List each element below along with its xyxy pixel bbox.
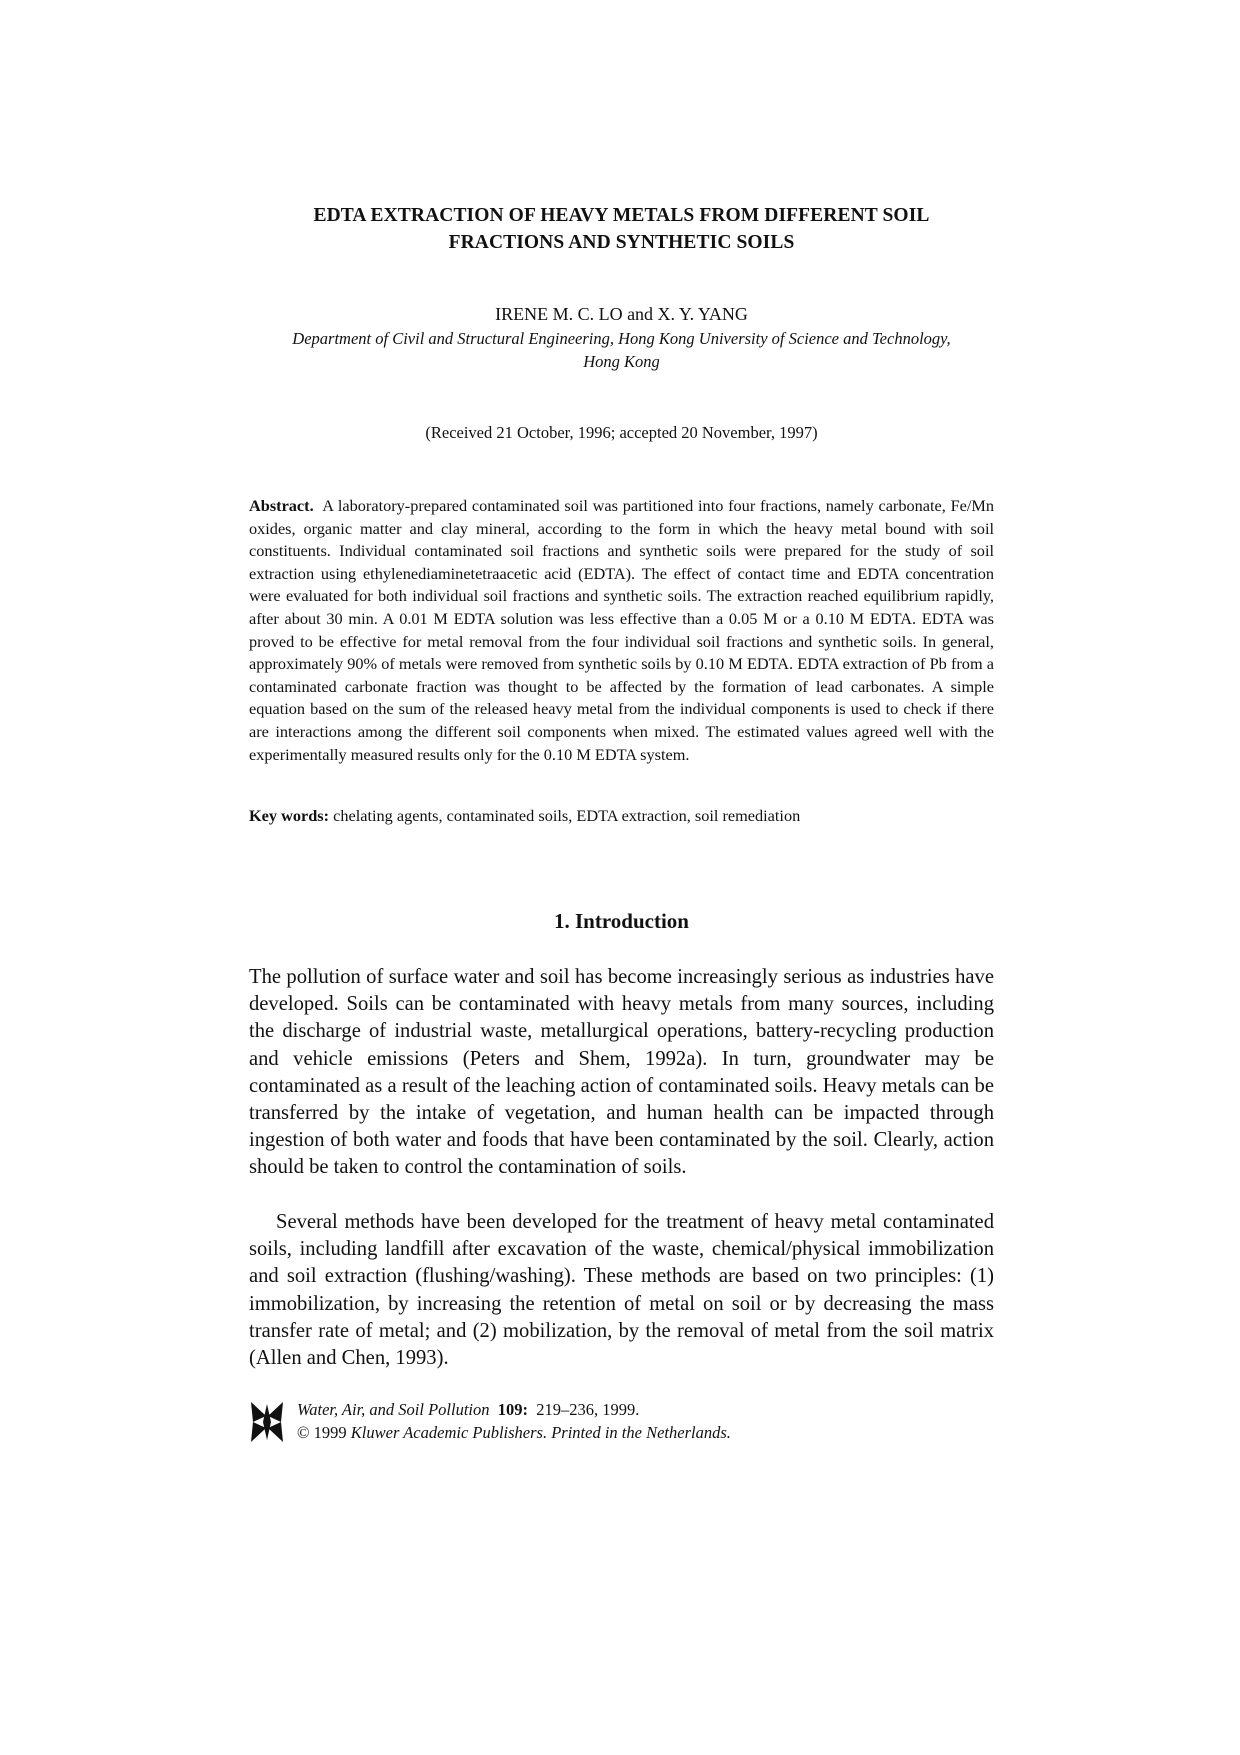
footer-line-2: [297, 1421, 731, 1444]
title-line-2: FRACTIONS AND SYNTHETIC SOILS: [448, 232, 795, 253]
intro-paragraph-2: Several methods have been developed for the treatment of heavy metal contaminated soils, including landfill after excavation of the waste, chemical/physical immobilization and soil extraction (flushing/washing). These methods are based on two principles: (1) immobilization, by increasing the retention of metal on soil or by decreasing the mass transfer rate of metal; and (2) mobilization, by the removal of metal from the soil matrix (Allen and Chen, 1993).: [249, 1211, 994, 1370]
keywords: [249, 805, 994, 827]
abstract-text: A laboratory-prepared contaminated soil was partitioned into four fractions, namely carbonate, Fe/Mn oxides, organic matter and clay mineral, according to the form in which the heavy metal bound with soil constituents. Individual contaminated soil fractions and synthetic soils were prepared for the study of soil extraction using ethylenediaminetetraacetic acid (EDTA). The effect of contact time and EDTA concentration were evaluated for both individual soil fractions and synthetic soils. The extraction reached equilibrium rapidly, after about 30 min. A 0.01 M EDTA solution was less effective than a 0.05 M or a 0.10 M EDTA. EDTA was proved to be effective for metal removal from the four individual soil fractions and synthetic soils. In general, approximately 90% of metals were removed from synthetic soils by 0.10 M EDTA. EDTA extraction of Pb from a contaminated carbonate fraction was thought to be affected by the formation of lead carbonates. A simple equation based on the sum of the released heavy metal from the individual components is used to check if there are interactions among the different soil components when mixed. The estimated values agreed well with the experimentally measured results only for the 0.10 M EDTA system.: [249, 496, 994, 764]
journal-pages: 219–236, 1999.: [536, 1400, 640, 1419]
affiliation-line-1: Department of Civil and Structural Engineering, Hong Kong University of Science and Technology,: [292, 329, 951, 348]
abstract-label: Abstract.: [249, 496, 314, 515]
keywords-text: chelating agents, contaminated soils, EDTA extraction, soil remediation: [333, 806, 801, 825]
title-line-1: EDTA EXTRACTION OF HEAVY METALS FROM DIFFERENT SOIL: [313, 205, 930, 226]
paper-title: [249, 202, 994, 256]
affiliation: [249, 327, 994, 373]
copyright: © 1999: [297, 1423, 347, 1442]
authors: IRENE M. C. LO and X. Y. YANG: [495, 304, 748, 324]
footer-line-1: [297, 1398, 731, 1421]
journal-volume: 109:: [497, 1400, 529, 1419]
footer: [249, 1398, 994, 1448]
publisher: Kluwer Academic Publishers. Printed in the Netherlands.: [350, 1423, 731, 1442]
footer-citation: [297, 1398, 731, 1444]
keywords-label: Key words:: [249, 806, 330, 825]
intro-paragraph-1: The pollution of surface water and soil has become increasingly serious as industries have developed. Soils can be contaminated with heavy metals from many sources, including the discharge of industrial waste, metallurgical operations, battery-recycling production and vehicle emissions (Peters and Shem, 1992a). In turn, groundwater may be contaminated as a result of the leaching action of contaminated soils. Heavy metals can be transferred by the intake of vegetation, and human health can be impacted through ingestion of both water and foods that have been contaminated by the soil. Clearly, action should be taken to control the contamination of soils.: [249, 966, 994, 1179]
abstract: [249, 495, 994, 766]
affiliation-line-2: Hong Kong: [583, 352, 660, 371]
journal-name: Water, Air, and Soil Pollution: [297, 1400, 490, 1419]
received-dates: (Received 21 October, 1996; accepted 20 November, 1997): [425, 423, 818, 442]
section-heading-introduction: 1. Introduction: [554, 909, 689, 933]
kluwer-logo-icon: [249, 1400, 285, 1444]
